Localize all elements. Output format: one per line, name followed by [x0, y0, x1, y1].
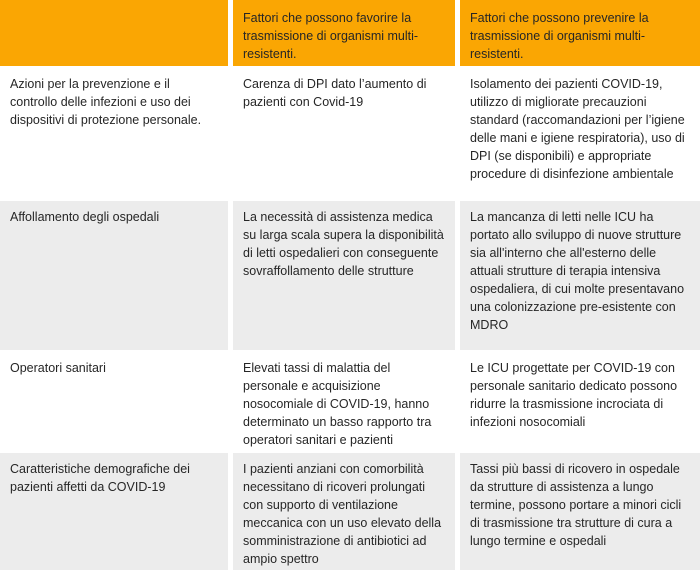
row-prevent-cell: La mancanza di letti nelle ICU ha portato allo sviluppo di nuove strutture sia all'interno che all'esterno delle attuali strutture di terapia intensiva ospedaliera, di cui molte presentavano una colonizzazione pre-esistente con MDRO: [460, 201, 700, 350]
row-prevent-cell: Tassi più bassi di ricovero in ospedale da strutture di assistenza a lungo termine, possono portare a minori cicli di trasmissione tra strutture di cura a lungo termine e ospedali: [460, 453, 700, 570]
row-label-cell: Affollamento degli ospedali: [0, 201, 228, 350]
row-favor-cell: I pazienti anziani con comorbilità necessitano di ricoveri prolungati con supporto di ventilazione meccanica con un uso elevato della somministrazione di antibiotici ad ampio spettro: [233, 453, 455, 570]
header-favor-cell: Fattori che possono favorire la trasmissione di organismi multi-resistenti.: [233, 0, 455, 66]
row-label-cell: Azioni per la prevenzione e il controllo delle infezioni e uso dei dispositivi di protezione personale.: [10, 77, 202, 127]
row-prevent-cell: Isolamento dei pazienti COVID-19, utilizzo di migliorate precauzioni standard (raccomandazioni per l’igiene delle mani e igiene respiratoria), uso di DPI (se disponibili) e appropriate procedure di disinfezione ambientale: [470, 77, 685, 181]
row-label-cell: Caratteristiche demografiche dei pazienti affetti da COVID-19: [0, 453, 228, 570]
row-favor-cell: Carenza di DPI dato l’aumento di pazienti con Covid-19: [243, 77, 427, 109]
row-favor-cell: Elevati tassi di malattia del personale e acquisizione nosocomiale di COVID-19, hanno determinato un basso rapporto tra operatori sanitari e pazienti: [243, 361, 432, 447]
row-prevent-cell: Le ICU progettate per COVID-19 con personale sanitario dedicato possono ridurre la trasmissione incrociata di infezioni nosocomiali: [470, 361, 678, 429]
header-prevent-cell: Fattori che possono prevenire la trasmissione di organismi multi-resistenti.: [460, 0, 700, 66]
row-favor-cell: La necessità di assistenza medica su larga scala supera la disponibilità di letti ospedalieri con conseguente sovraffollamento delle strutture: [233, 201, 455, 350]
row-label-cell: Operatori sanitari: [10, 361, 106, 375]
header-empty-cell: [0, 0, 228, 66]
